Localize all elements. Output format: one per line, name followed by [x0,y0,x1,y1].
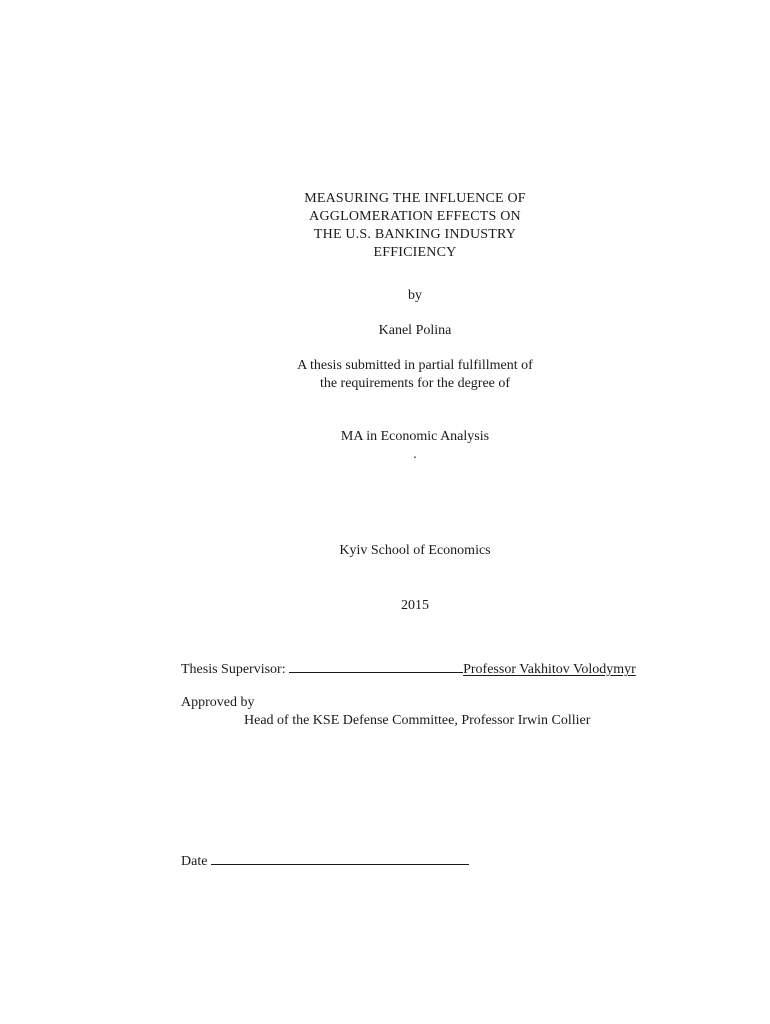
submission-line-1: A thesis submitted in partial fulfillment of [297,358,533,373]
year: 2015 [401,598,429,613]
submission-statement [0,357,770,393]
supervisor-line [181,660,636,678]
date-line [181,852,469,870]
supervisor-signature-blank [289,660,463,673]
school-name: Kyiv School of Economics [339,543,491,558]
date-blank [211,852,469,865]
by-label: by [408,288,422,303]
submission-line-2: the requirements for the degree of [319,376,511,391]
approved-by-label: Approved by [181,695,255,710]
title-line-1: MEASURING THE INFLUENCE OF [304,191,526,206]
thesis-title [0,190,770,262]
supervisor-label: Thesis Supervisor: [181,662,286,677]
degree-name: MA in Economic Analysis [340,429,490,444]
degree-dot: . [413,447,417,462]
title-line-3: THE U.S. BANKING INDUSTRY [313,227,517,242]
supervisor-name: Professor Vakhitov Volodymyr [463,662,636,677]
committee-head: Head of the KSE Defense Committee, Professor Irwin Collier [244,713,591,728]
author-name: Kanel Polina [378,323,452,338]
title-line-2: AGGLOMERATION EFFECTS ON [309,209,521,224]
date-label: Date [181,854,208,869]
degree-block [0,428,770,464]
title-line-4: EFFICIENCY [373,245,457,260]
